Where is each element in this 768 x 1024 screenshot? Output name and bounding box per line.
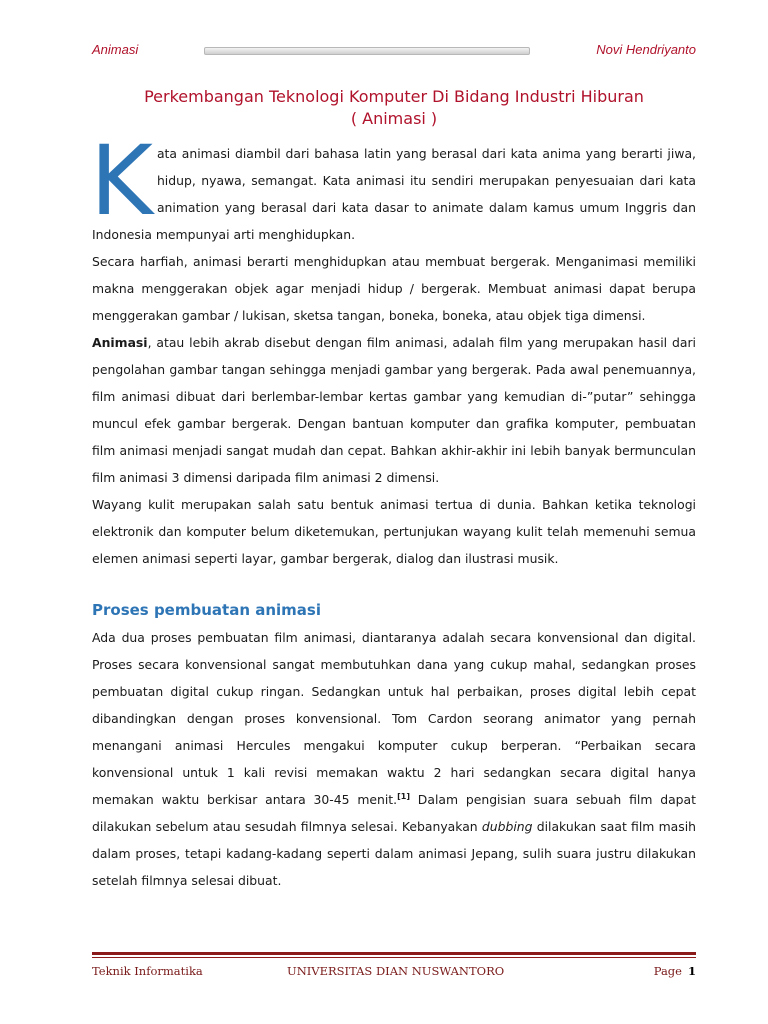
paragraph-harfiah: Secara harfiah, animasi berarti menghidupkan atau membuat bergerak. Menganimasi memiliki makna menggerakan objek agar menjadi hidup / bergerak. Membuat animasi dapat berupa menggerakan gambar / lukisan, sketsa tangan, boneka, boneka, atau objek tiga dimensi. — [92, 254, 696, 323]
document-body — [90, 125, 696, 894]
footnote-reference-link[interactable]: [1] — [397, 791, 410, 801]
footer-department: Teknik Informatika — [92, 964, 203, 978]
drop-cap: K — [90, 125, 153, 237]
proses-text-2: Dalam pengisian suara sebuah film dapat dilakukan sebelum atau sesudah filmnya selesai. Kebanyakan — [92, 792, 696, 834]
intro-text: ata animasi diambil dari bahasa latin yang berasal dari kata anima yang berarti jiwa, hidup, nyawa, semangat. Kata animasi itu sendiri merupakan penyesuaian dari kata animation yang berasal dari kata dasar to animate dalam kamus umum Inggris dan Indonesia mempunyai arti menghidupkan. — [92, 146, 696, 242]
italic-term-dubbing: dubbing — [481, 819, 533, 834]
page-footer — [92, 964, 696, 982]
section-heading: Proses pembuatan animasi — [92, 601, 321, 619]
page-header — [92, 42, 696, 62]
footer-rule-thin — [92, 957, 696, 958]
paragraph-animasi-text: , atau lebih akrab disebut dengan film animasi, adalah film yang merupakan hasil dari pengolahan gambar tangan sehingga menjadi gambar yang bergerak. Pada awal penemuannya, film animasi dibuat dari berlembar-lembar kertas gambar yang kemudian di-”putar” sehingga muncul efek gambar bergerak. Dengan bantuan komputer dan grafika komputer, pembuatan film animasi menjadi sangat mudah dan cepat. Bahkan akhir-akhir ini lebih banyak bermunculan film animasi 3 dimensi daripada film animasi 2 dimensi. — [92, 335, 696, 485]
footer-page-label: Page — [653, 964, 682, 978]
footer-university: UNIVERSITAS DIAN NUSWANTORO — [287, 964, 505, 978]
footer-rule-thick — [92, 952, 696, 955]
bold-term-animasi: Animasi — [92, 335, 148, 350]
footer-page-number: 1 — [687, 964, 696, 978]
header-decorative-bar — [204, 47, 530, 55]
paragraph-proses — [92, 624, 696, 894]
header-left-text: Animasi — [92, 42, 139, 57]
proses-text-3: dilakukan saat film masih dalam proses, tetapi kadang-kadang seperti dalam animasi Jepang, sulih suara justru dilakukan setelah filmnya selesai dibuat. — [92, 819, 696, 888]
footer-page — [654, 964, 696, 978]
paragraph-wayang: Wayang kulit merupakan salah satu bentuk animasi tertua di dunia. Bahkan ketika teknologi elektronik dan komputer belum diketemukan, pertunjukan wayang kulit telah memenuhi semua elemen animasi seperti layar, gambar bergerak, dialog dan ilustrasi musik. — [92, 497, 696, 566]
header-right-text: Novi Hendriyanto — [596, 42, 696, 57]
proses-text-1: Ada dua proses pembuatan film animasi, diantaranya adalah secara konvensional dan digital. Proses secara konvensional sangat membutuhkan dana yang cukup mahal, sedangkan proses pembuatan digital cukup ringan. Sedangkan untuk hal perbaikan, proses digital lebih cepat dibandingkan dengan proses konvensional. Tom Cardon seorang animator yang pernah menangani animasi Hercules mengakui komputer cukup berperan. “Perbaikan secara konvensional untuk 1 kali revisi memakan waktu 2 hari sedangkan secara digital hanya memakan waktu berkisar antara 30-45 menit. — [92, 630, 696, 807]
paragraph-animasi — [92, 329, 696, 491]
document-title — [92, 86, 696, 130]
title-line-2: ( Animasi ) — [350, 109, 438, 128]
title-line-1: Perkembangan Teknologi Komputer Di Bidang Industri Hiburan — [144, 87, 644, 106]
intro-paragraph — [90, 125, 696, 248]
